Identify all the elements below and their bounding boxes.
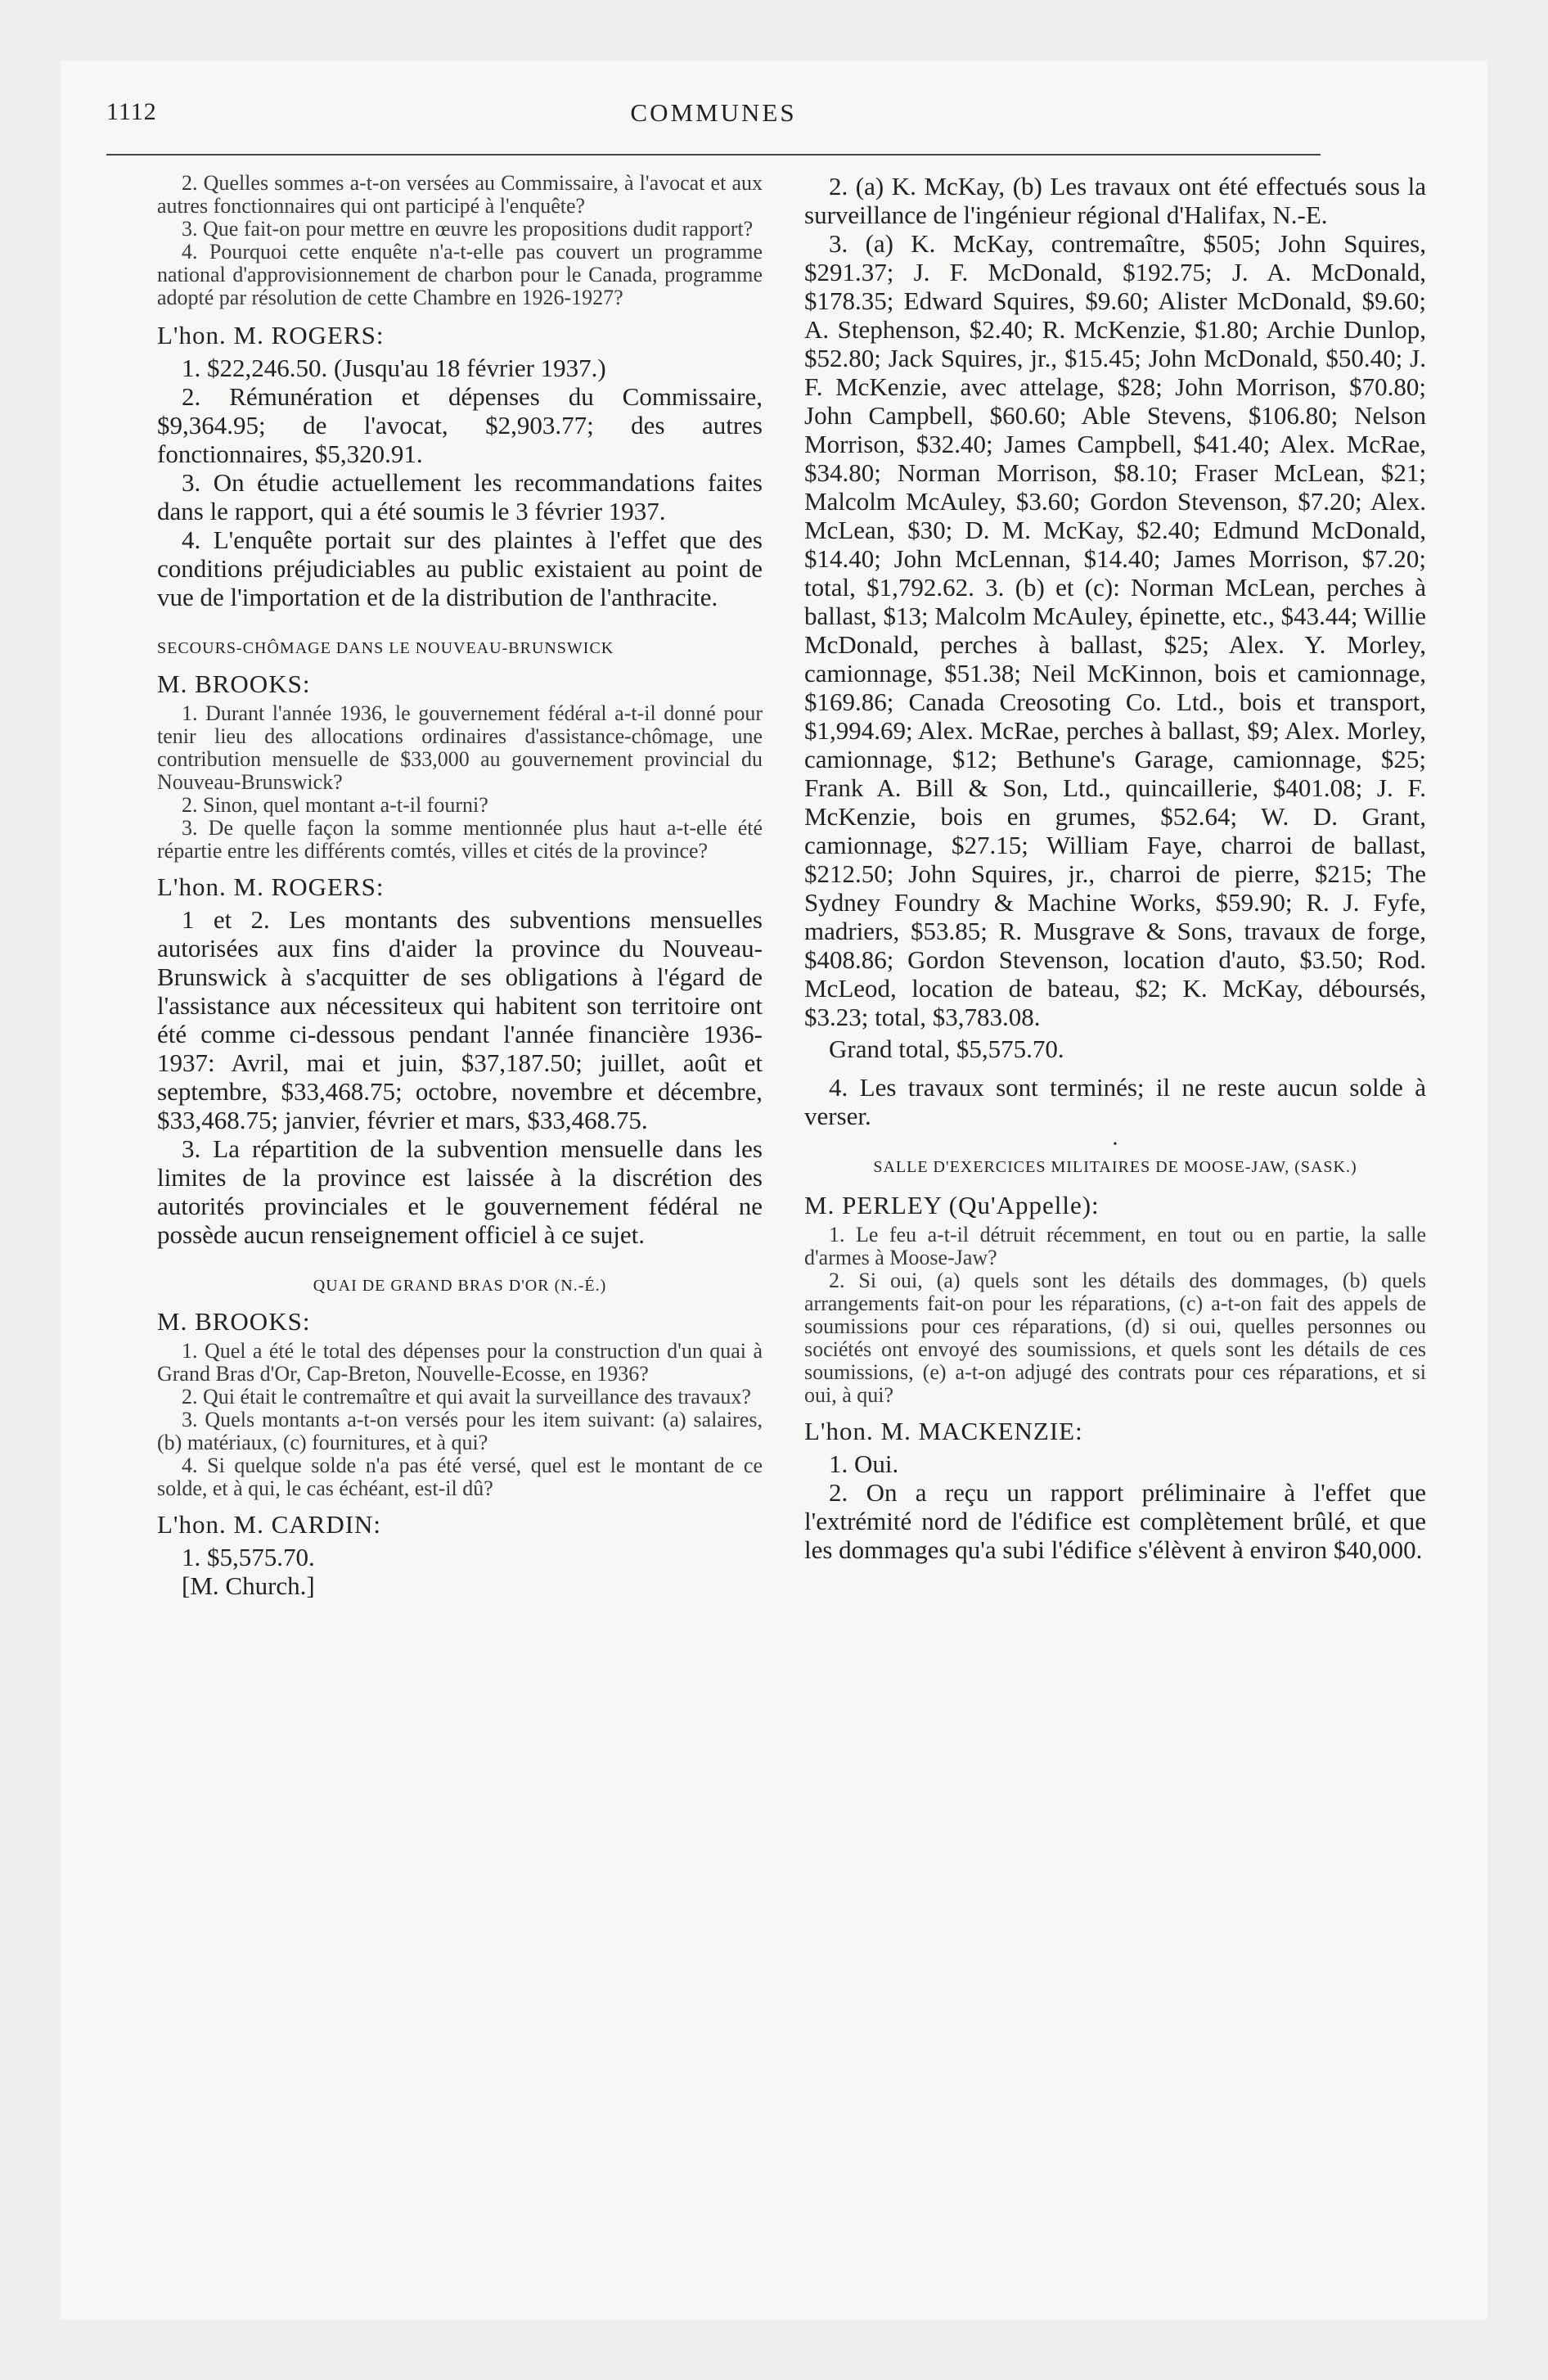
answer: 1. $5,575.70. — [182, 1543, 315, 1571]
answer: 3. On étudie actuellement les recommandations faites dans le rapport, qui a été soumis le 3 février 1937. — [157, 468, 763, 525]
section-heading: SECOURS-CHÔMAGE DANS LE NOUVEAU-BRUNSWICK — [157, 639, 614, 657]
speaker: L'hon. M. CARDIN: — [157, 1510, 382, 1539]
speaker: L'hon. M. ROGERS: — [157, 872, 385, 901]
question: 3. Quels montants a-t-on versés pour les item suivant: (a) salaires, (b) matériaux, (c) fournitures, et à qui? — [157, 1408, 763, 1454]
left-column — [157, 172, 763, 1600]
section-heading: SALLE D'EXERCICES MILITAIRES DE MOOSE-JAW, (SASK.) — [873, 1158, 1357, 1176]
speaker: M. BROOKS: — [157, 1307, 311, 1336]
question: 2. Qui était le contremaître et qui avait la surveillance des travaux? — [182, 1385, 751, 1409]
question: 2. Quelles sommes a-t-on versées au Commissaire, à l'avocat et aux autres fonctionnaires qui ont participé à l'enquête? — [157, 171, 763, 218]
question: 3. De quelle façon la somme mentionnée plus haut a-t-elle été répartie entre les différents comtés, villes et cités de la province? — [157, 816, 763, 863]
right-column — [804, 172, 1426, 1564]
answer: 1. $22,246.50. (Jusqu'au 18 février 1937.) — [182, 354, 606, 382]
running-head: COMMUNES — [630, 98, 797, 127]
answer: 3. La répartition de la subvention mensuelle dans les limites de la province est laissée à la discrétion des autorités provinciales et le gouvernement fédéral ne possède aucun renseignement officiel à ce sujet. — [157, 1134, 763, 1249]
answer: 3. (a) K. McKay, contremaître, $505; John Squires, $291.37; J. F. McDonald, $192.75; J. A. McDonald, $178.35; Edward Squires, $9.60; Alister McDonald, $9.60; A. Stephenson, $2.40; R. McKenzie, $1.80; Archie Dunlop, $52.80; Jack Squires, jr., $15.45; John McDonald, $50.40; J. F. McKenzie, avec attelage, $28; John Morrison, $70.80; John Campbell, $60.60; Able Stevens, $106.80; Nelson Morrison, $32.40; James Campbell, $41.40; Alex. McRae, $34.80; Norman Morrison, $8.10; Fraser McLean, $21; Malcolm McAuley, $3.60; Gordon Stevenson, $7.20; Alex. McLean, $30; D. M. McKay, $2.40; Edmund McDonald, $14.40; John McLennan, $14.40; James Morrison, $7.20; total, $1,792.62. 3. (b) et (c): Norman McLean, perches à ballast, $13; Malcolm McAuley, épinette, etc., $43.44; Willie McDonald, perches à ballast, $25; Alex. Y. Morley, camionnage, $51.38; Neil McKinnon, bois et camionnage, $169.86; Canada Creosoting Co. Ltd., bois et transport, $1,994.69; Alex. McRae, perches à ballast, $9; Alex. Morley, camionnage, $12; Bethune's Garage, camionnage, $25; Frank A. Bill & Son, Ltd., quincaillerie, $401.08; J. F. McKenzie, bois en grumes, $52.64; W. D. Grant, camionnage, $27.15; William Faye, charroi de ballast, $212.50; John Squires, jr., charroi de pierre, $215; The Sydney Foundry & Machine Works, $59.90; R. J. Fyfe, madriers, $53.85; R. Musgrave & Sons, travaux de forge, $408.86; Gordon Stevenson, location d'auto, $3.50; Rod. McLeod, location de bateau, $2; K. McKay, déboursés, $3.23; total, $3,783.08. — [804, 229, 1426, 1031]
speaker: L'hon. M. MACKENZIE: — [804, 1417, 1083, 1445]
answer: Grand total, $5,575.70. — [829, 1034, 1064, 1063]
speaker: L'hon. M. ROGERS: — [157, 321, 385, 349]
section-heading: QUAI DE GRAND BRAS D'OR (N.-É.) — [313, 1277, 607, 1295]
answer: 4. Les travaux sont terminés; il ne reste aucun solde à verser. — [804, 1073, 1426, 1130]
page-footer-note: [M. Church.] — [182, 1571, 315, 1600]
speaker: M. PERLEY (Qu'Appelle): — [804, 1191, 1100, 1219]
question: 1. Quel a été le total des dépenses pour la construction d'un quai à Grand Bras d'Or, Cap-Breton, Nouvelle-Ecosse, en 1936? — [157, 1339, 763, 1386]
answer: 2. (a) K. McKay, (b) Les travaux ont été effectués sous la surveillance de l'ingénieur régional d'Halifax, N.-E. — [804, 172, 1426, 229]
answer: 2. On a reçu un rapport préliminaire à l'effet que l'extrémité nord de l'édifice est complètement brûlé, et que les dommages qu'a subi l'édifice s'élèvent à environ $40,000. — [804, 1478, 1426, 1564]
page-header — [106, 98, 1321, 156]
page-number: 1112 — [106, 98, 157, 125]
question: 4. Pourquoi cette enquête n'a-t-elle pas couvert un programme national d'approvisionnement de charbon pour le Canada, programme adopté par résolution de cette Chambre en 1926-1927? — [157, 240, 763, 309]
separator-dot: • — [1113, 1138, 1118, 1151]
question: 1. Le feu a-t-il détruit récemment, en tout ou en partie, la salle d'armes à Moose-Jaw? — [804, 1223, 1426, 1269]
answer: 4. L'enquête portait sur des plaintes à l'effet que des conditions préjudiciables au public existaient au point de vue de l'importation et de la distribution de l'anthracite. — [157, 525, 763, 611]
header-rule — [106, 154, 1321, 156]
question: 4. Si quelque solde n'a pas été versé, quel est le montant de ce solde, et à qui, le cas échéant, est-il dû? — [157, 1454, 763, 1500]
question: 3. Que fait-on pour mettre en œuvre les propositions dudit rapport? — [182, 217, 754, 241]
speaker: M. BROOKS: — [157, 669, 311, 698]
answer: 1. Oui. — [829, 1449, 899, 1478]
answer: 2. Rémunération et dépenses du Commissaire, $9,364.95; de l'avocat, $2,903.77; des autres fonctionnaires, $5,320.91. — [157, 382, 763, 468]
question: 2. Sinon, quel montant a-t-il fourni? — [182, 793, 488, 817]
question: 2. Si oui, (a) quels sont les détails des dommages, (b) quels arrangements fait-on pour les réparations, (c) a-t-on fait des appels de soumissions pour ces réparations, (d) si oui, quelles personnes ou sociétés ont envoyé des soumissions, et quels sont les détails de ces soumissions, (e) a-t-on adjugé des contrats pour ces réparations, et si oui, à qui? — [804, 1269, 1426, 1407]
question: 1. Durant l'année 1936, le gouvernement fédéral a-t-il donné pour tenir lieu des allocations ordinaires d'assistance-chômage, une contribution mensuelle de $33,000 au gouvernement provincial du Nouveau-Brunswick? — [157, 701, 763, 794]
answer: 1 et 2. Les montants des subventions mensuelles autorisées aux fins d'aider la province du Nouveau-Brunswick à s'acquitter de ses obligations à l'égard de l'assistance aux nécessiteux qui habitent son territoire ont été comme ci-dessous pendant l'année financière 1936-1937: Avril, mai et juin, $37,187.50; juillet, août et septembre, $33,468.75; octobre, novembre et décembre, $33,468.75; janvier, février et mars, $33,468.75. — [157, 905, 763, 1134]
